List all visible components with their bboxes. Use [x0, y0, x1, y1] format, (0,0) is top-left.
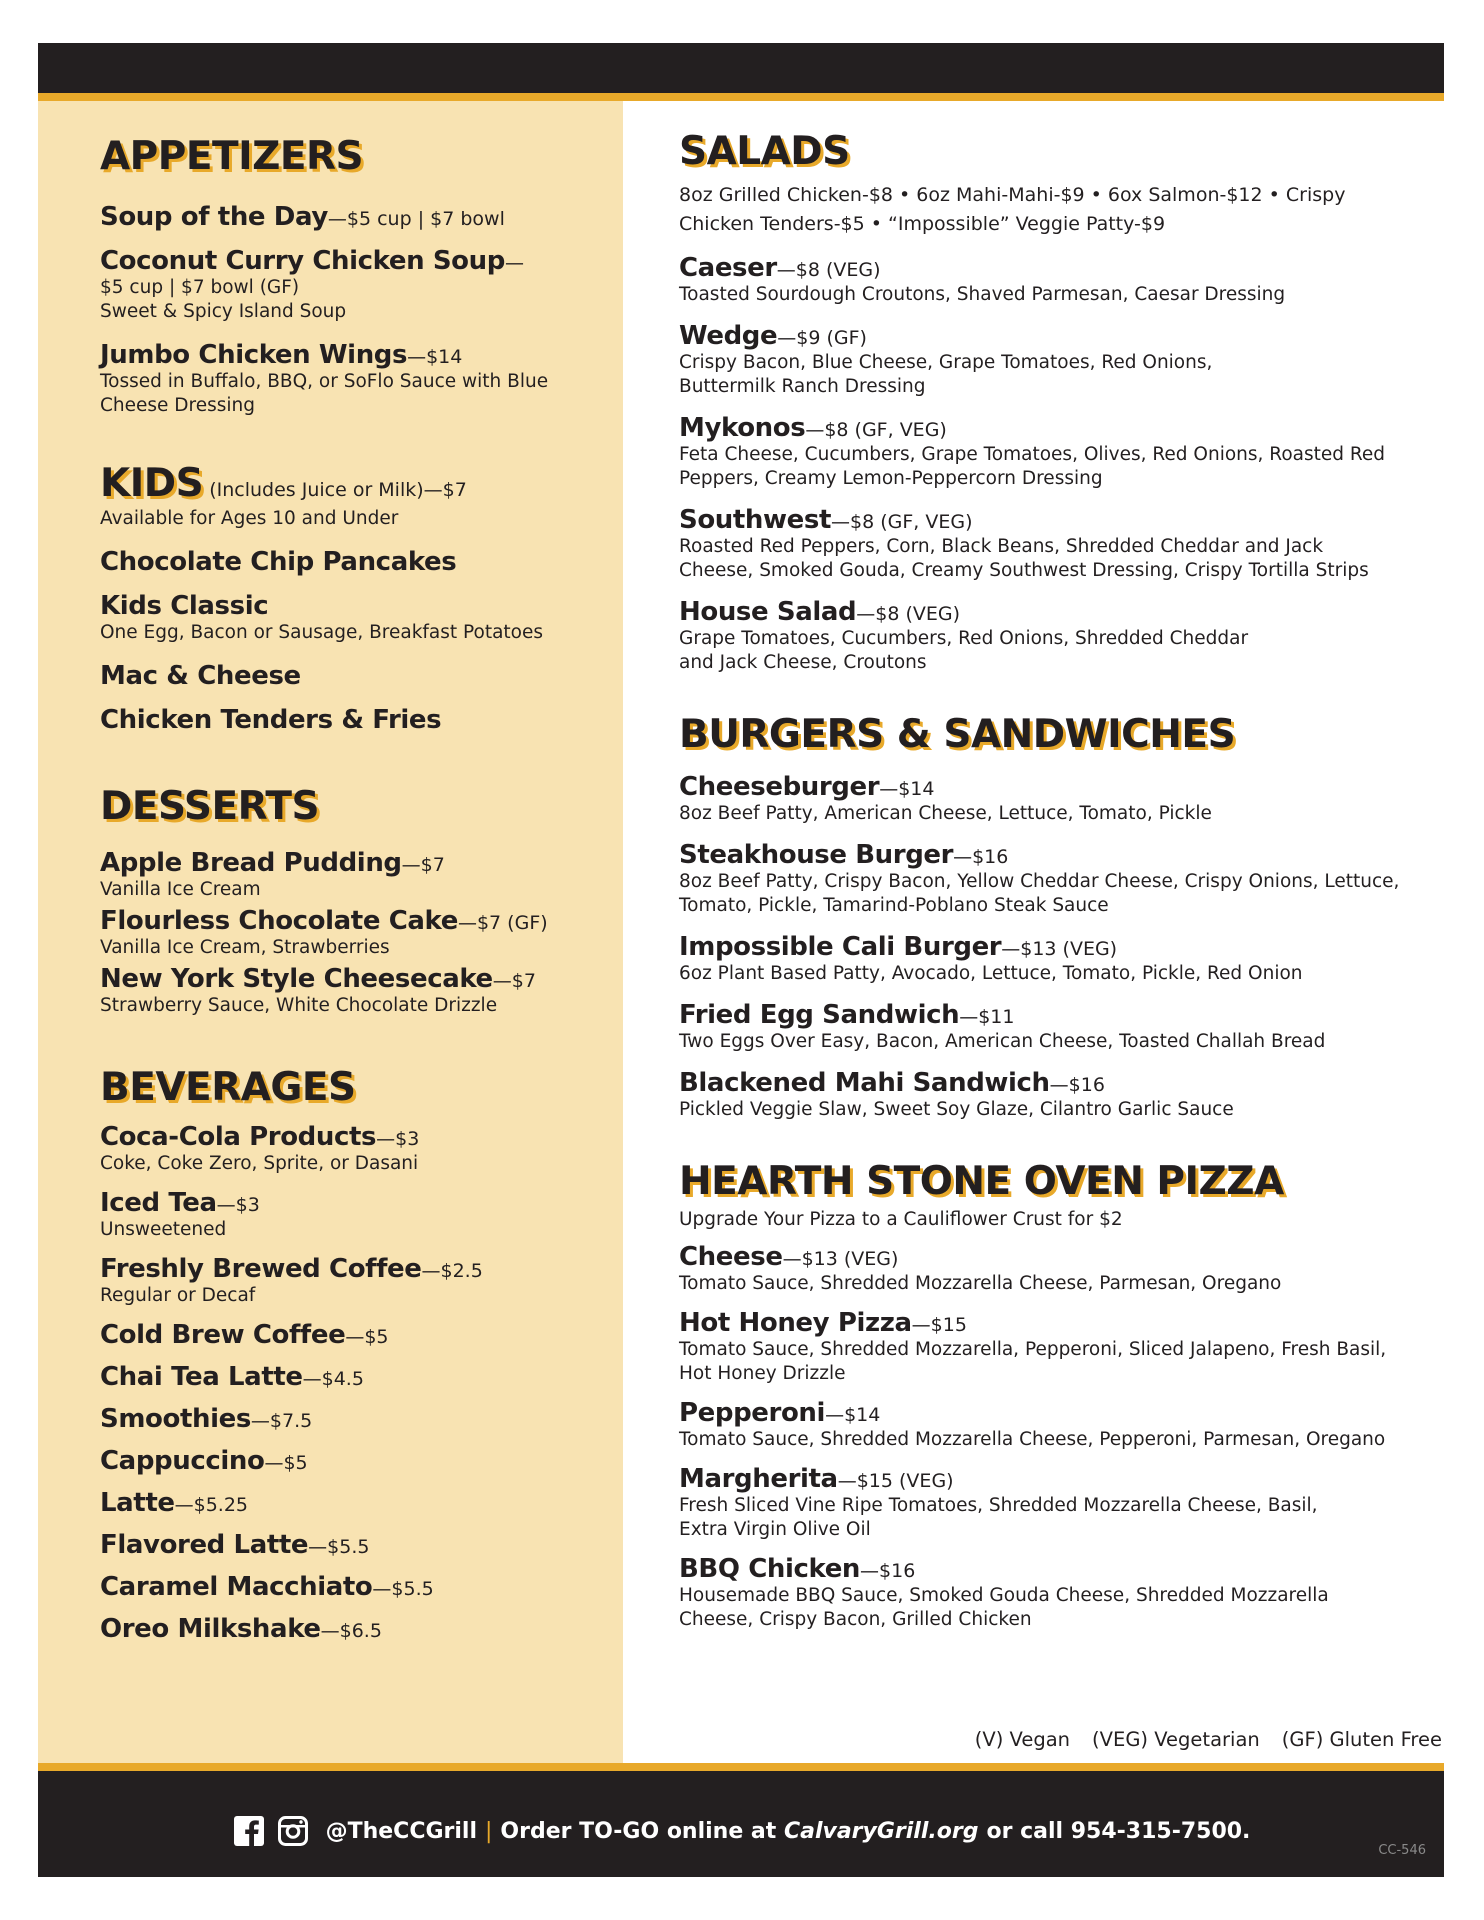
- instagram-icon[interactable]: [278, 1816, 308, 1846]
- item-name: New York Style Cheesecake: [100, 963, 493, 994]
- menu-item: [100, 1446, 600, 1476]
- item-name: Chicken Tenders & Fries: [100, 704, 442, 735]
- item-name: Kids Classic: [100, 590, 269, 621]
- item-desc: Housemade BBQ Sauce, Smoked Gouda Cheese, Shredded Mozzarella: [679, 1584, 1329, 1606]
- item-desc: Tossed in Buffalo, BBQ, or SoFlo Sauce with Blue: [100, 370, 549, 392]
- item-desc: $5 cup | $7 bowl (GF): [100, 276, 300, 298]
- item-desc: Tomato Sauce, Shredded Mozzarella Cheese, Pepperoni, Parmesan, Oregano: [679, 1428, 1386, 1450]
- item-price: —$7: [401, 853, 445, 876]
- footer: [0, 1816, 1484, 1846]
- item-desc: Hot Honey Drizzle: [679, 1362, 846, 1384]
- kids-note: (Includes Juice or Milk)—$7: [209, 478, 467, 501]
- item-price: —$7: [492, 969, 536, 992]
- beverages-title: BEVERAGES: [100, 1064, 356, 1110]
- menu-item: [100, 848, 600, 902]
- item-desc: Unsweetened: [100, 1219, 227, 1241]
- item-desc: Regular or Decaf: [100, 1285, 256, 1307]
- item-name: Cheeseburger: [679, 771, 880, 802]
- item-desc: Cheese Dressing: [100, 394, 256, 416]
- beverages-list: [100, 1122, 600, 1644]
- item-name: Margherita: [679, 1463, 838, 1494]
- menu-item: [679, 1464, 1429, 1542]
- menu-item: [100, 705, 600, 735]
- item-price: —$15: [911, 1313, 967, 1336]
- item-price: —$7.5: [250, 1410, 313, 1433]
- item-name: Blackened Mahi Sandwich: [679, 1067, 1050, 1098]
- right-column: [679, 130, 1429, 1632]
- menu-item: [679, 253, 1429, 307]
- menu-item: [100, 964, 600, 1018]
- item-name: Pepperoni: [679, 1397, 826, 1428]
- item-desc: Coke, Coke Zero, Sprite, or Dasani: [100, 1153, 419, 1175]
- menu-item: [679, 1554, 1429, 1632]
- item-name: Mykonos: [679, 412, 806, 443]
- item-name: Apple Bread Pudding: [100, 847, 402, 878]
- kids-header: [100, 462, 600, 507]
- menu-item: [100, 340, 600, 418]
- menu-item: [679, 1068, 1429, 1122]
- item-price: —$2.5: [421, 1260, 483, 1283]
- item-price: —$14: [407, 345, 463, 368]
- document-code: CC-546: [1378, 1843, 1426, 1858]
- item-price: —$5 cup | $7 bowl: [327, 207, 505, 230]
- item-desc: 8oz Beef Patty, American Cheese, Lettuce, Tomato, Pickle: [679, 802, 1212, 824]
- social-handle[interactable]: @TheCCGrill: [325, 1818, 477, 1844]
- item-name: Soup of the Day: [100, 201, 328, 232]
- top-bar: [38, 43, 1444, 93]
- item-name: Chai Tea Latte: [100, 1362, 303, 1393]
- social-icons: [234, 1816, 308, 1846]
- menu-item: [100, 906, 600, 960]
- item-name: Southwest: [679, 504, 831, 535]
- item-price: —$5: [264, 1452, 308, 1475]
- item-price: —$13 (VEG): [782, 1247, 899, 1270]
- item-desc: Vanilla Ice Cream: [100, 878, 261, 900]
- item-price: —$9 (GF): [777, 326, 867, 349]
- item-price: —$5: [345, 1326, 389, 1349]
- item-name: Cheese: [679, 1241, 783, 1272]
- item-price: —: [504, 251, 524, 274]
- item-price: —$13 (VEG): [1001, 937, 1118, 960]
- menu-item: [679, 1308, 1429, 1386]
- item-price: —$4.5: [302, 1368, 364, 1391]
- menu-item: [679, 413, 1429, 491]
- item-name: Jumbo Chicken Wings: [100, 339, 408, 370]
- item-price: —$16: [860, 1559, 916, 1582]
- item-price: —$8 (VEG): [776, 258, 881, 281]
- menu-item: [100, 1188, 600, 1242]
- appetizers-title: APPETIZERS: [100, 134, 364, 179]
- legend: [975, 1728, 1442, 1751]
- item-price: —$5.25: [174, 1494, 249, 1517]
- item-name: Coca-Cola Products: [100, 1122, 377, 1153]
- item-price: —$7 (GF): [457, 911, 548, 934]
- menu-item: [100, 1254, 600, 1308]
- item-desc: Sweet & Spicy Island Soup: [100, 300, 347, 322]
- item-desc: and Jack Cheese, Croutons: [679, 651, 927, 673]
- menu-item: [100, 547, 600, 577]
- order-text: Order TO-GO online at: [500, 1818, 777, 1844]
- item-name: Mac & Cheese: [100, 660, 301, 691]
- item-name: Cold Brew Coffee: [100, 1320, 346, 1351]
- salads-list: [679, 253, 1429, 675]
- item-name: Steakhouse Burger: [679, 839, 954, 870]
- legend-vegan: (V) Vegan: [974, 1728, 1071, 1751]
- item-price: —$8 (VEG): [856, 602, 961, 625]
- menu-item: [100, 1614, 600, 1644]
- top-accent-stripe: [38, 93, 1444, 101]
- item-desc: Tomato, Pickle, Tamarind-Poblano Steak Sauce: [679, 894, 1109, 916]
- item-desc: Grape Tomatoes, Cucumbers, Red Onions, Shredded Cheddar: [679, 627, 1249, 649]
- item-desc: Strawberry Sauce, White Chocolate Drizzle: [100, 994, 498, 1016]
- item-price: —$3: [216, 1194, 260, 1217]
- item-desc: 6oz Plant Based Patty, Avocado, Lettuce, Tomato, Pickle, Red Onion: [679, 962, 1303, 984]
- item-price: —$5.5: [372, 1578, 434, 1601]
- item-desc: Pickled Veggie Slaw, Sweet Soy Glaze, Cilantro Garlic Sauce: [679, 1098, 1234, 1120]
- menu-item: [679, 321, 1429, 399]
- item-price: —$15 (VEG): [837, 1469, 954, 1492]
- item-price: —$14: [825, 1403, 881, 1426]
- item-desc: Cheese, Crispy Bacon, Grilled Chicken: [679, 1608, 1032, 1630]
- menu-item: [100, 1362, 600, 1392]
- menu-item: [100, 1530, 600, 1560]
- menu-item: [679, 772, 1429, 826]
- item-name: Oreo Milkshake: [100, 1614, 321, 1645]
- phone-text: or call 954-315-7500.: [986, 1818, 1251, 1844]
- legend-gluten-free: (GF) Gluten Free: [1281, 1728, 1442, 1751]
- item-price: —$14: [879, 777, 935, 800]
- item-name: Caeser: [679, 252, 777, 283]
- menu-item: [100, 1404, 600, 1434]
- item-name: Freshly Brewed Coffee: [100, 1254, 422, 1285]
- item-desc: Toasted Sourdough Croutons, Shaved Parmesan, Caesar Dressing: [679, 283, 1286, 305]
- item-name: Smoothies: [100, 1404, 251, 1435]
- item-desc: Tomato Sauce, Shredded Mozzarella, Pepperoni, Sliced Jalapeno, Fresh Basil,: [679, 1338, 1387, 1360]
- pizza-intro: Upgrade Your Pizza to a Cauliflower Crust for $2: [679, 1208, 1123, 1230]
- menu-item: [100, 1320, 600, 1350]
- item-price: —$3: [376, 1128, 420, 1151]
- bottom-accent-stripe: [38, 1763, 1444, 1771]
- menu-item: [679, 505, 1429, 583]
- menu-item: [100, 246, 600, 324]
- item-name: Latte: [100, 1488, 175, 1519]
- menu-item: [100, 1488, 600, 1518]
- item-name: House Salad: [679, 596, 857, 627]
- menu-item: [100, 202, 600, 232]
- item-desc: Two Eggs Over Easy, Bacon, American Cheese, Toasted Challah Bread: [679, 1030, 1326, 1052]
- kids-sub: Available for Ages 10 and Under: [100, 507, 399, 529]
- item-name: Impossible Cali Burger: [679, 931, 1002, 962]
- desserts-title: DESSERTS: [100, 783, 320, 829]
- item-name: Flourless Chocolate Cake: [100, 905, 458, 936]
- item-desc: One Egg, Bacon or Sausage, Breakfast Potatoes: [100, 621, 544, 643]
- item-name: Chocolate Chip Pancakes: [100, 546, 457, 577]
- item-name: BBQ Chicken: [679, 1553, 861, 1584]
- item-price: —$8 (GF, VEG): [805, 418, 947, 441]
- item-desc: Roasted Red Peppers, Corn, Black Beans, Shredded Cheddar and Jack: [679, 535, 1324, 557]
- item-desc: Crispy Bacon, Blue Cheese, Grape Tomatoes, Red Onions,: [679, 351, 1213, 373]
- menu-item: [679, 1398, 1429, 1452]
- pizza-list: [679, 1242, 1429, 1632]
- item-name: Coconut Curry Chicken Soup: [100, 245, 505, 276]
- menu-item: [100, 591, 600, 645]
- left-column: [100, 135, 600, 1644]
- item-name: Fried Egg Sandwich: [679, 999, 960, 1030]
- menu-item: [679, 932, 1429, 986]
- item-price: —$8 (GF, VEG): [831, 510, 973, 533]
- pizza-title: HEARTH STONE OVEN PIZZA: [679, 1158, 1284, 1204]
- item-price: —$6.5: [320, 1620, 382, 1643]
- item-name: Iced Tea: [100, 1188, 217, 1219]
- menu-item: [679, 840, 1429, 918]
- item-desc: Cheese, Smoked Gouda, Creamy Southwest Dressing, Crispy Tortilla Strips: [679, 559, 1369, 581]
- menu-item: [100, 661, 600, 691]
- item-desc: Vanilla Ice Cream, Strawberries: [100, 936, 390, 958]
- item-name: Cappuccino: [100, 1446, 265, 1477]
- item-desc: Peppers, Creamy Lemon-Peppercorn Dressing: [679, 467, 1103, 489]
- item-name: Caramel Macchiato: [100, 1572, 373, 1603]
- burgers-list: [679, 772, 1429, 1122]
- burgers-title: BURGERS & SANDWICHES: [679, 711, 1236, 757]
- item-desc: Extra Virgin Olive Oil: [679, 1518, 871, 1540]
- menu-item: [679, 1000, 1429, 1054]
- item-price: —$16: [1049, 1073, 1105, 1096]
- menu-item: [100, 1122, 600, 1176]
- footer-separator: |: [485, 1818, 493, 1844]
- facebook-icon[interactable]: [234, 1816, 264, 1846]
- item-name: Wedge: [679, 320, 778, 351]
- salads-title: SALADS: [679, 129, 850, 174]
- item-desc: 8oz Beef Patty, Crispy Bacon, Yellow Cheddar Cheese, Crispy Onions, Lettuce,: [679, 870, 1400, 892]
- menu-item: [100, 1572, 600, 1602]
- item-desc: Feta Cheese, Cucumbers, Grape Tomatoes, Olives, Red Onions, Roasted Red: [679, 443, 1386, 465]
- item-name: Hot Honey Pizza: [679, 1307, 912, 1338]
- salads-intro: 8oz Grilled Chicken-$8 • 6oz Mahi-Mahi-$9 • 6ox Salmon-$12 • Crispy Chicken Tenders-$5 • “Impossible” Veggie Patty-$9: [679, 183, 1346, 235]
- kids-title: KIDS: [100, 460, 204, 506]
- menu-item: [679, 1242, 1429, 1296]
- legend-vegetarian: (VEG) Vegetarian: [1092, 1728, 1260, 1751]
- item-price: —$5.5: [308, 1536, 370, 1559]
- item-desc: Buttermilk Ranch Dressing: [679, 375, 926, 397]
- item-desc: Tomato Sauce, Shredded Mozzarella Cheese, Parmesan, Oregano: [679, 1272, 1282, 1294]
- item-desc: Fresh Sliced Vine Ripe Tomatoes, Shredded Mozzarella Cheese, Basil,: [679, 1494, 1318, 1516]
- item-price: —$11: [959, 1005, 1015, 1028]
- item-price: —$16: [953, 845, 1009, 868]
- item-name: Flavored Latte: [100, 1530, 309, 1561]
- website-link[interactable]: CalvaryGrill.org: [783, 1818, 979, 1844]
- menu-item: [679, 597, 1429, 675]
